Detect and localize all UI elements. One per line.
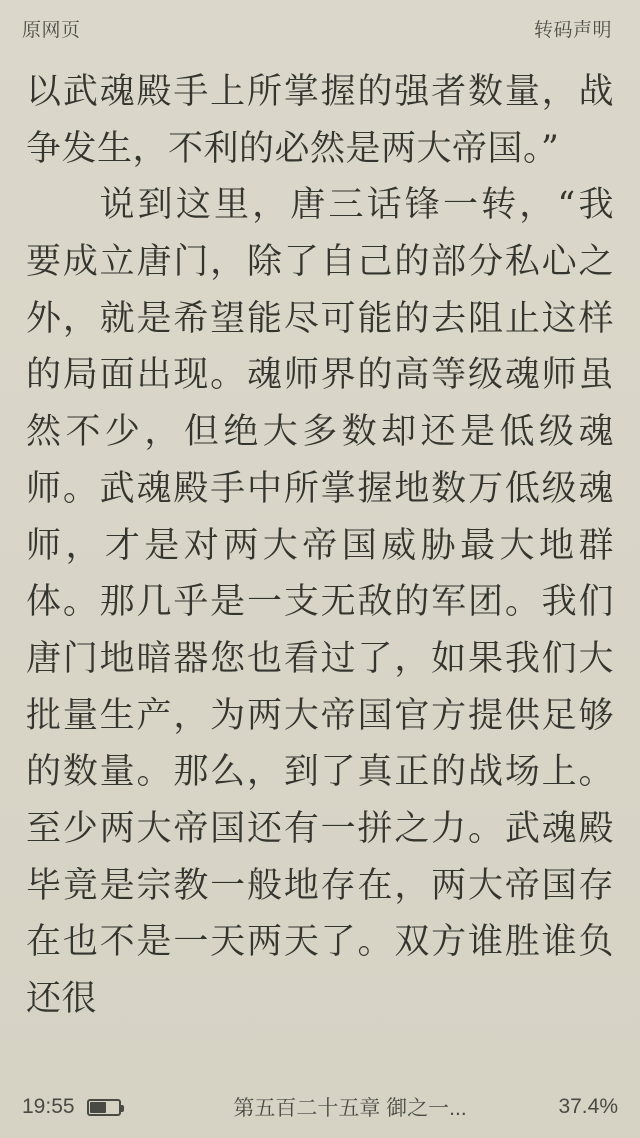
bottom-status-bar xyxy=(0,1076,640,1138)
original-page-link[interactable]: 原网页 xyxy=(22,19,81,41)
chapter-title-label: 第五百二十五章 御之一... xyxy=(233,1097,467,1120)
paragraph: 以武魂殿手上所掌握的强者数量，战争发生，不利的必然是两大帝国。” xyxy=(26,72,614,169)
battery-fill xyxy=(90,1102,107,1113)
transcode-notice-link[interactable]: 转码声明 xyxy=(533,19,612,41)
battery-icon xyxy=(87,1099,121,1116)
reading-progress-label: 37.4% xyxy=(558,1095,618,1118)
top-bar xyxy=(0,0,640,56)
clock-label: 19:55 xyxy=(22,1095,75,1118)
novel-text-content[interactable] xyxy=(0,56,640,1076)
status-left-group xyxy=(22,1095,172,1119)
paragraph: 说到这里，唐三话锋一转，“我要成立唐门，除了自己的部分私心之外，就是希望能尽可能的去阻止这样的局面出现。魂师界的高等级魂师虽然不少，但绝大多数却还是低级魂师。武魂殿手中所掌握地数万低级魂师，才是对两大帝国威胁最大地群体。那几乎是一支无敌的军团。我们唐门地暗器您也看过了，如果我们大批量生产，为两大帝国官方提供足够的数量。那么，到了真正的战场上。至少两大帝国还有一拼之力。武魂殿毕竟是宗教一般地存在，两大帝国存在也不是一天两天了。双方谁胜谁负还很 xyxy=(26,185,614,1019)
